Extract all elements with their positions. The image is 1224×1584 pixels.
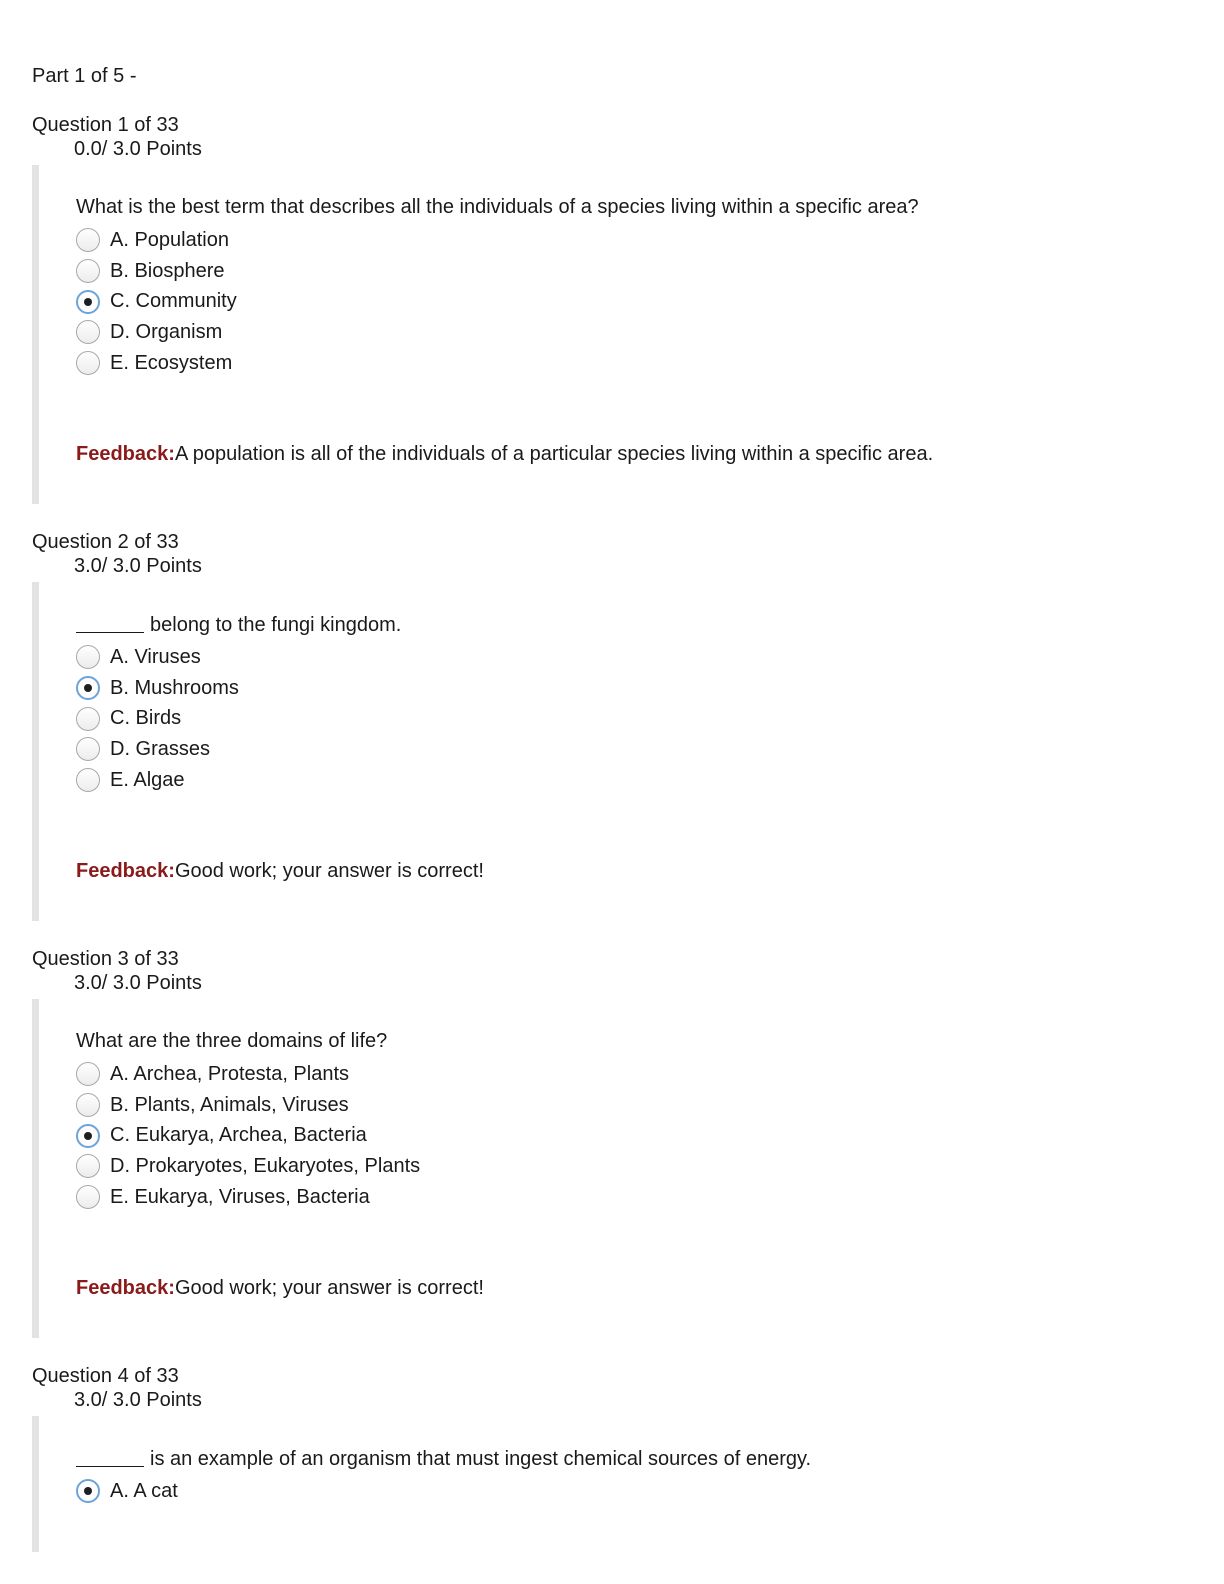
feedback-text: Good work; your answer is correct! <box>174 1277 484 1300</box>
answer-option-label: D. Grasses <box>110 737 211 760</box>
question-3 <box>32 947 1192 1338</box>
answer-option[interactable] <box>76 286 1192 317</box>
feedback <box>76 1276 1192 1338</box>
answer-option-label: C. Eukarya, Archea, Bacteria <box>110 1124 367 1147</box>
question-text: What are the three domains of life? <box>76 1030 388 1052</box>
answer-option-label: A. Archea, Protesta, Plants <box>110 1062 350 1085</box>
part-title: Part 1 of 5 - <box>32 65 137 87</box>
question-points: 3.0/ 3.0 Points <box>74 555 202 577</box>
question-text: is an example of an organism that must ingest chemical sources of energy. <box>150 1448 812 1470</box>
radio-button[interactable] <box>76 676 100 700</box>
answer-option[interactable] <box>76 1120 1192 1151</box>
question-heading: Question 3 of 33 <box>32 948 179 970</box>
question-text: What is the best term that describes all the individuals of a species living within a specific area? <box>76 196 919 218</box>
answer-option[interactable] <box>76 673 1192 704</box>
radio-button[interactable] <box>76 1124 100 1148</box>
answer-option[interactable] <box>76 348 1192 379</box>
answer-option[interactable] <box>76 317 1192 348</box>
answer-options <box>76 642 1192 795</box>
question-points: 0.0/ 3.0 Points <box>74 138 202 160</box>
answer-option[interactable] <box>76 1182 1192 1213</box>
feedback-text: Good work; your answer is correct! <box>174 860 484 883</box>
feedback-label: Feedback: <box>76 443 175 466</box>
fill-in-blank <box>76 1446 144 1467</box>
feedback-text: A population is all of the individuals of a particular species living within a specific area. <box>174 443 934 466</box>
feedback-label: Feedback: <box>76 1277 175 1300</box>
question-body <box>32 582 1192 921</box>
answer-option[interactable] <box>76 225 1192 256</box>
question-2 <box>32 530 1192 921</box>
feedback-label: Feedback: <box>76 860 175 883</box>
radio-button[interactable] <box>76 1062 100 1086</box>
answer-options <box>76 1476 1192 1507</box>
question-1 <box>32 113 1192 504</box>
answer-option-label: C. Community <box>110 290 237 313</box>
radio-button[interactable] <box>76 320 100 344</box>
radio-button[interactable] <box>76 645 100 669</box>
radio-button[interactable] <box>76 290 100 314</box>
question-heading: Question 2 of 33 <box>32 531 179 553</box>
answer-option[interactable] <box>76 256 1192 287</box>
answer-option-label: E. Ecosystem <box>110 351 233 374</box>
radio-button[interactable] <box>76 228 100 252</box>
radio-button[interactable] <box>76 768 100 792</box>
radio-button[interactable] <box>76 707 100 731</box>
question-heading: Question 1 of 33 <box>32 114 179 136</box>
answer-option[interactable] <box>76 765 1192 796</box>
radio-button[interactable] <box>76 259 100 283</box>
answer-option-label: B. Plants, Animals, Viruses <box>110 1093 349 1116</box>
answer-option-label: B. Biosphere <box>110 259 225 282</box>
feedback <box>76 442 1192 504</box>
radio-button[interactable] <box>76 351 100 375</box>
answer-option[interactable] <box>76 1090 1192 1121</box>
answer-option[interactable] <box>76 1059 1192 1090</box>
answer-option-label: D. Prokaryotes, Eukaryotes, Plants <box>110 1154 421 1177</box>
question-points: 3.0/ 3.0 Points <box>74 1389 202 1411</box>
radio-button[interactable] <box>76 1154 100 1178</box>
answer-option[interactable] <box>76 1151 1192 1182</box>
answer-option-label: E. Algae <box>110 768 185 791</box>
question-points: 3.0/ 3.0 Points <box>74 972 202 994</box>
answer-option-label: E. Eukarya, Viruses, Bacteria <box>110 1185 370 1208</box>
answer-option[interactable] <box>76 1476 1192 1507</box>
question-text: belong to the fungi kingdom. <box>150 614 402 636</box>
answer-option[interactable] <box>76 642 1192 673</box>
fill-in-blank <box>76 612 144 633</box>
radio-button[interactable] <box>76 1479 100 1503</box>
answer-option[interactable] <box>76 703 1192 734</box>
answer-option[interactable] <box>76 734 1192 765</box>
question-4 <box>32 1364 1192 1552</box>
radio-button[interactable] <box>76 1093 100 1117</box>
answer-options <box>76 1059 1192 1212</box>
answer-option-label: A. Viruses <box>110 645 201 668</box>
question-body <box>32 1416 1192 1552</box>
question-text-row <box>76 1416 1192 1472</box>
radio-button[interactable] <box>76 737 100 761</box>
question-body <box>32 165 1192 504</box>
question-heading: Question 4 of 33 <box>32 1365 179 1387</box>
feedback <box>76 859 1192 921</box>
question-text-row <box>76 582 1192 638</box>
answer-options <box>76 225 1192 378</box>
answer-option-label: A. A cat <box>110 1479 178 1502</box>
answer-option-label: D. Organism <box>110 320 223 343</box>
answer-option-label: B. Mushrooms <box>110 676 239 699</box>
answer-option-label: C. Birds <box>110 707 182 730</box>
question-body <box>32 999 1192 1338</box>
answer-option-label: A. Population <box>110 228 229 251</box>
radio-button[interactable] <box>76 1185 100 1209</box>
